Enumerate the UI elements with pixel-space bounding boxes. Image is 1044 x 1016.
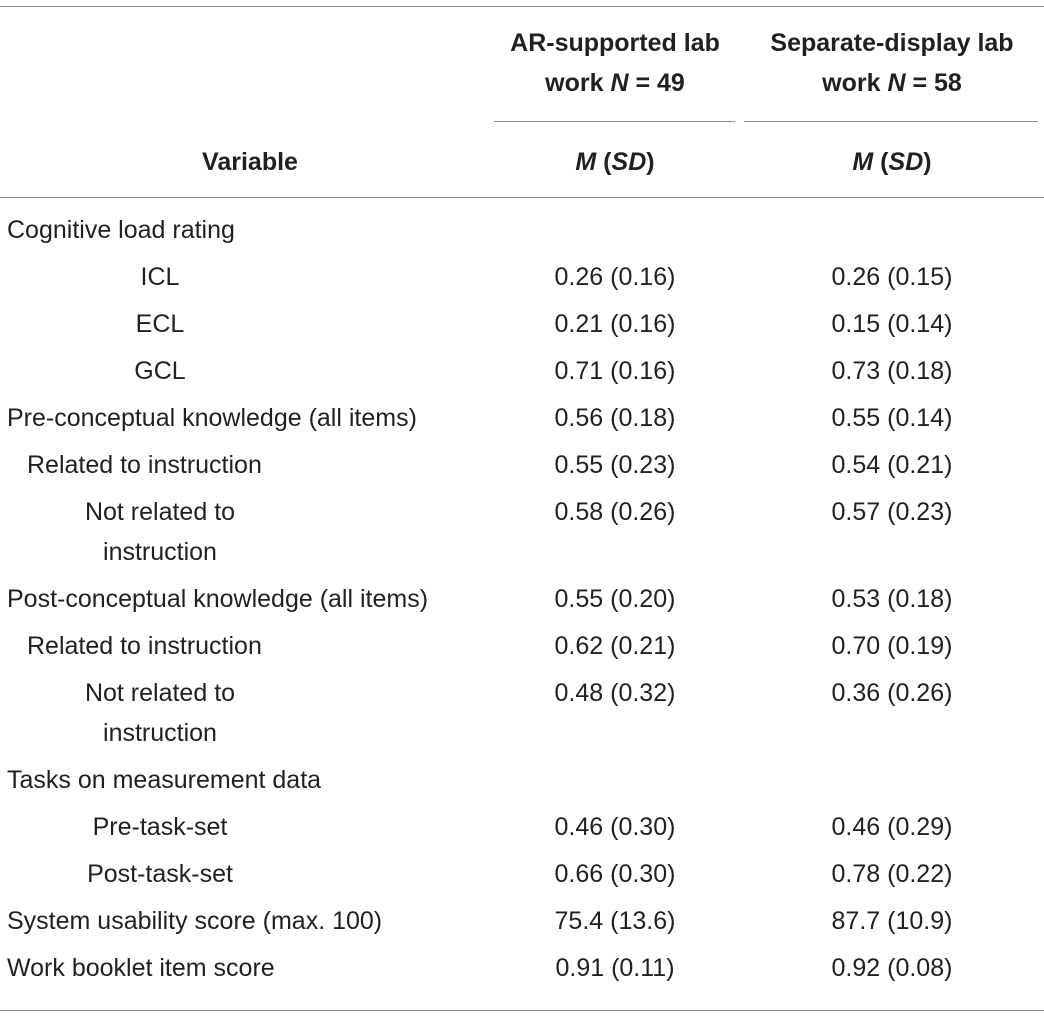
row-label: Pre-conceptual knowledge (all items) <box>7 404 417 432</box>
group-header-ar-line2: work N = 49 <box>545 69 685 97</box>
variable-header: Variable <box>202 148 298 176</box>
row-label: Work booklet item score <box>7 954 275 982</box>
cell-separate: 0.54 (0.21) <box>831 451 953 479</box>
table-row <box>0 351 1044 391</box>
cell-ar: 75.4 (13.6) <box>554 907 676 935</box>
row-label: Post-conceptual knowledge (all items) <box>7 585 429 613</box>
row-label: Not related to instruction <box>84 679 236 747</box>
table-row <box>0 492 1044 572</box>
row-label: ECL <box>135 310 185 338</box>
cell-separate: 0.15 (0.14) <box>831 310 953 338</box>
cell-separate: 0.53 (0.18) <box>831 585 953 613</box>
row-label: GCL <box>134 357 186 385</box>
cell-ar: 0.58 (0.26) <box>554 498 676 526</box>
row-label: Related to instruction <box>27 632 262 660</box>
cell-separate: 0.92 (0.08) <box>831 954 953 982</box>
group-header-separate-line1: Separate-display lab <box>770 29 1014 57</box>
top-rule <box>0 6 1044 7</box>
cell-ar: 0.66 (0.30) <box>554 860 676 888</box>
cell-separate: 0.46 (0.29) <box>831 813 953 841</box>
table-row <box>0 210 1044 250</box>
cell-separate: 0.73 (0.18) <box>831 357 953 385</box>
table-row <box>0 807 1044 847</box>
table-row <box>0 445 1044 485</box>
row-label: Post-task-set <box>87 860 233 888</box>
cell-ar: 0.62 (0.21) <box>554 632 676 660</box>
cell-separate: 0.26 (0.15) <box>831 263 953 291</box>
row-label: Pre-task-set <box>92 813 228 841</box>
group-rule-separate <box>744 121 1038 122</box>
cell-separate: 0.57 (0.23) <box>831 498 953 526</box>
table-row <box>0 257 1044 297</box>
group-rule-ar <box>494 121 735 122</box>
table-row <box>0 901 1044 941</box>
bottom-rule <box>0 1010 1044 1011</box>
cell-ar: 0.48 (0.32) <box>554 679 676 707</box>
stat-header-separate: M (SD) <box>852 148 932 176</box>
table-row <box>0 760 1044 800</box>
table-row <box>0 854 1044 894</box>
table-row <box>0 948 1044 988</box>
cell-ar: 0.71 (0.16) <box>554 357 676 385</box>
stat-header-ar: M (SD) <box>575 148 655 176</box>
cell-separate: 87.7 (10.9) <box>831 907 953 935</box>
cell-separate: 0.36 (0.26) <box>831 679 953 707</box>
group-header-separate-line2: work N = 58 <box>822 69 962 97</box>
row-label: ICL <box>140 263 180 291</box>
row-label: Not related to instruction <box>84 498 236 566</box>
table-row <box>0 304 1044 344</box>
cell-separate: 0.70 (0.19) <box>831 632 953 660</box>
cell-ar: 0.26 (0.16) <box>554 263 676 291</box>
group-header-separate <box>742 23 1042 103</box>
group-header-ar <box>490 23 740 103</box>
cell-ar: 0.55 (0.20) <box>554 585 676 613</box>
table-row <box>0 579 1044 619</box>
cell-separate: 0.78 (0.22) <box>831 860 953 888</box>
table-row <box>0 626 1044 666</box>
row-label: Related to instruction <box>27 451 262 479</box>
table-row <box>0 398 1044 438</box>
row-label: Tasks on measurement data <box>7 766 322 794</box>
header-rule <box>0 197 1044 198</box>
row-label: Cognitive load rating <box>7 216 235 244</box>
cell-ar: 0.55 (0.23) <box>554 451 676 479</box>
cell-ar: 0.21 (0.16) <box>554 310 676 338</box>
cell-separate: 0.55 (0.14) <box>831 404 953 432</box>
row-label: System usability score (max. 100) <box>7 907 383 935</box>
table-row <box>0 673 1044 753</box>
cell-ar: 0.91 (0.11) <box>555 954 675 982</box>
table-body <box>0 210 1044 995</box>
group-header-ar-line1: AR-supported lab <box>510 29 720 57</box>
cell-ar: 0.56 (0.18) <box>554 404 676 432</box>
cell-ar: 0.46 (0.30) <box>554 813 676 841</box>
